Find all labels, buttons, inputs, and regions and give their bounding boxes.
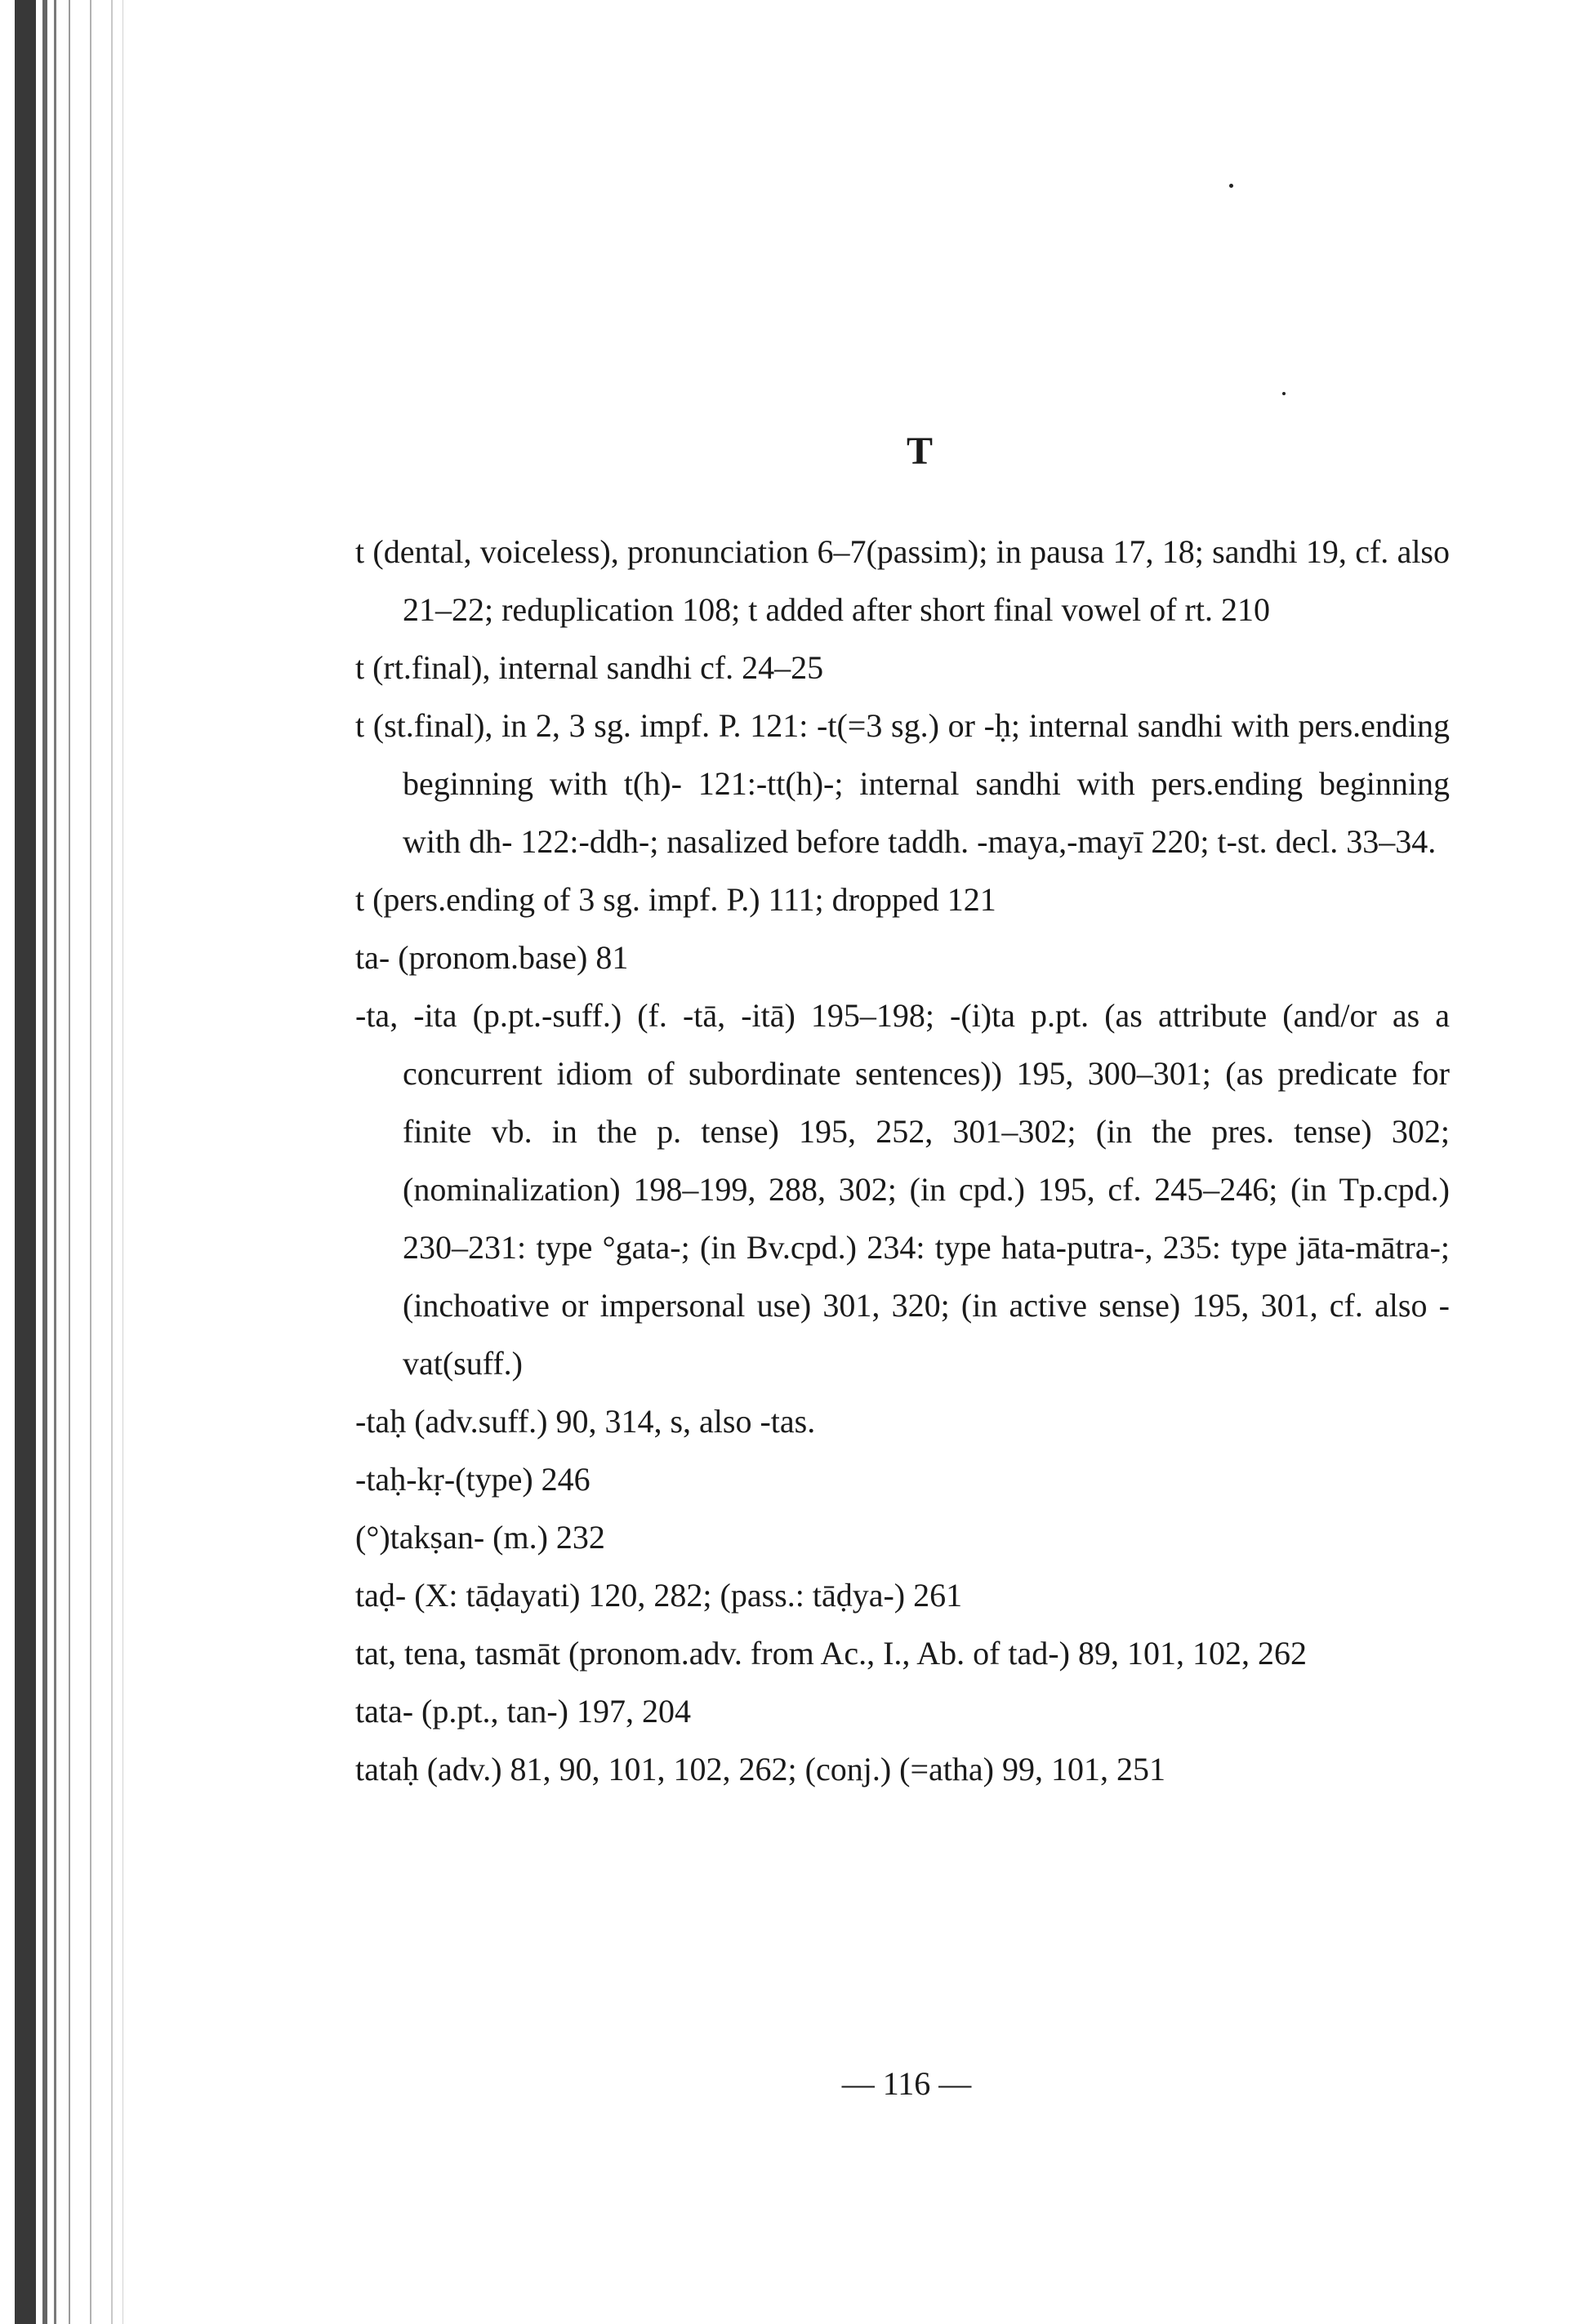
index-entry: -taḥ (adv.suff.) 90, 314, s, also -tas.: [355, 1403, 816, 1440]
index-entry: t (pers.ending of 3 sg. impf. P.) 111; dropped 121: [355, 881, 996, 918]
index-entries: [355, 523, 1450, 1798]
index-entry: t (st.final), in 2, 3 sg. impf. P. 121: -t(=3 sg.) or -ḥ; internal sandhi with pers.ending beginning with t(h)- 121:-tt(h)-; internal sandhi with pers.ending beginning with dh- 122:-ddh-; nasalized before taddh. -maya,-mayī 220; t-st. decl. 33–34.: [355, 707, 1450, 860]
index-entry: tata- (p.pt., tan-) 197, 204: [355, 1693, 691, 1730]
index-entry: (°)takṣan- (m.) 232: [355, 1519, 605, 1556]
scan-binding-edge: [0, 0, 131, 2324]
index-entry: -taḥ-kṛ-(type) 246: [355, 1461, 590, 1498]
index-entry: -ta, -ita (p.pt.-suff.) (f. -tā, -itā) 195–198; -(i)ta p.pt. (as attribute (and/or as a concurrent idiom of subordinate sentences)) 195, 300–301; (as predicate for finite vb. in the p. tense) 195, 252, 301–302; (in the pres. tense) 302; (nominalization) 198–199, 288, 302; (in cpd.) 195, cf. 245–246; (in Tp.cpd.) 230–231: type °gata-; (in Bv.cpd.) 234: type hata-putra-, 235: type jāta-mātra-; (inchoative or impersonal use) 301, 320; (in active sense) 195, 301, cf. also -vat(suff.): [355, 997, 1450, 1382]
section-heading: T: [907, 430, 934, 473]
index-entry: t (rt.final), internal sandhi cf. 24–25: [355, 649, 824, 686]
index-entry: taḍ- (X: tāḍayati) 120, 282; (pass.: tāḍya-) 261: [355, 1577, 963, 1614]
index-entry: t (dental, voiceless), pronunciation 6–7(passim); in pausa 17, 18; sandhi 19, cf. also 21–22; reduplication 108; t added after short final vowel of rt. 210: [355, 533, 1450, 628]
index-entry: tat, tena, tasmāt (pronom.adv. from Ac., I., Ab. of tad-) 89, 101, 102, 262: [355, 1635, 1307, 1672]
index-entry: ta- (pronom.base) 81: [355, 939, 629, 976]
page-number-footer: [0, 2064, 1591, 2103]
scan-speck: [1282, 392, 1286, 395]
index-entry: tataḥ (adv.) 81, 90, 101, 102, 262; (conj.) (=atha) 99, 101, 251: [355, 1751, 1165, 1788]
page-number: — 116 —: [841, 2065, 972, 2102]
scan-speck: [1229, 184, 1233, 188]
